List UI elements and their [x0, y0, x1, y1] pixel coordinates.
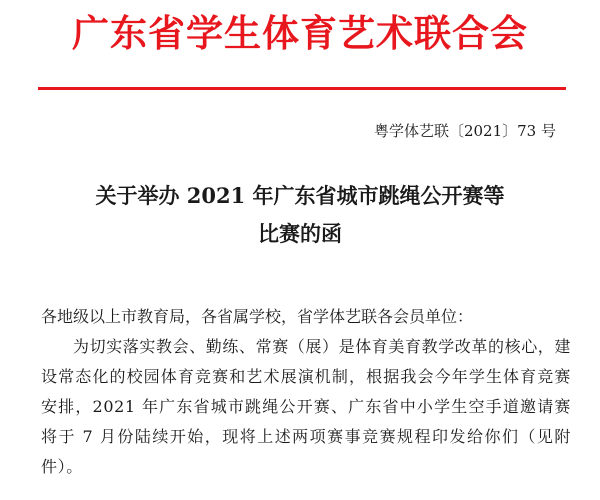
masthead-divider	[38, 87, 566, 90]
document-title-line: 比赛的函	[258, 221, 342, 246]
body-paragraph: 为切实落实教会、勤练、常赛（展）是体育美育教学改革的核心，建设常态化的校园体育竞赛和艺术展演机制，根据我会今年学生体育竞赛安排，2021 年广东省城市跳绳公开赛、广东省中小学生空手道邀请赛将于 7 月份陆续开始，现将上述两项赛事竞赛规程印发给你们（见附件）。	[41, 337, 572, 476]
document-number: 粤学体艺联〔2021〕73 号	[373, 122, 556, 140]
document-title	[0, 177, 600, 253]
organization-masthead: 广东省学生体育艺术联合会	[72, 12, 528, 55]
document-body	[41, 302, 571, 482]
salutation: 各地级以上市教育局，各省属学校，省学体艺联各会员单位：	[41, 307, 474, 326]
document-title-line: 关于举办 2021 年广东省城市跳绳公开赛等	[95, 183, 505, 208]
